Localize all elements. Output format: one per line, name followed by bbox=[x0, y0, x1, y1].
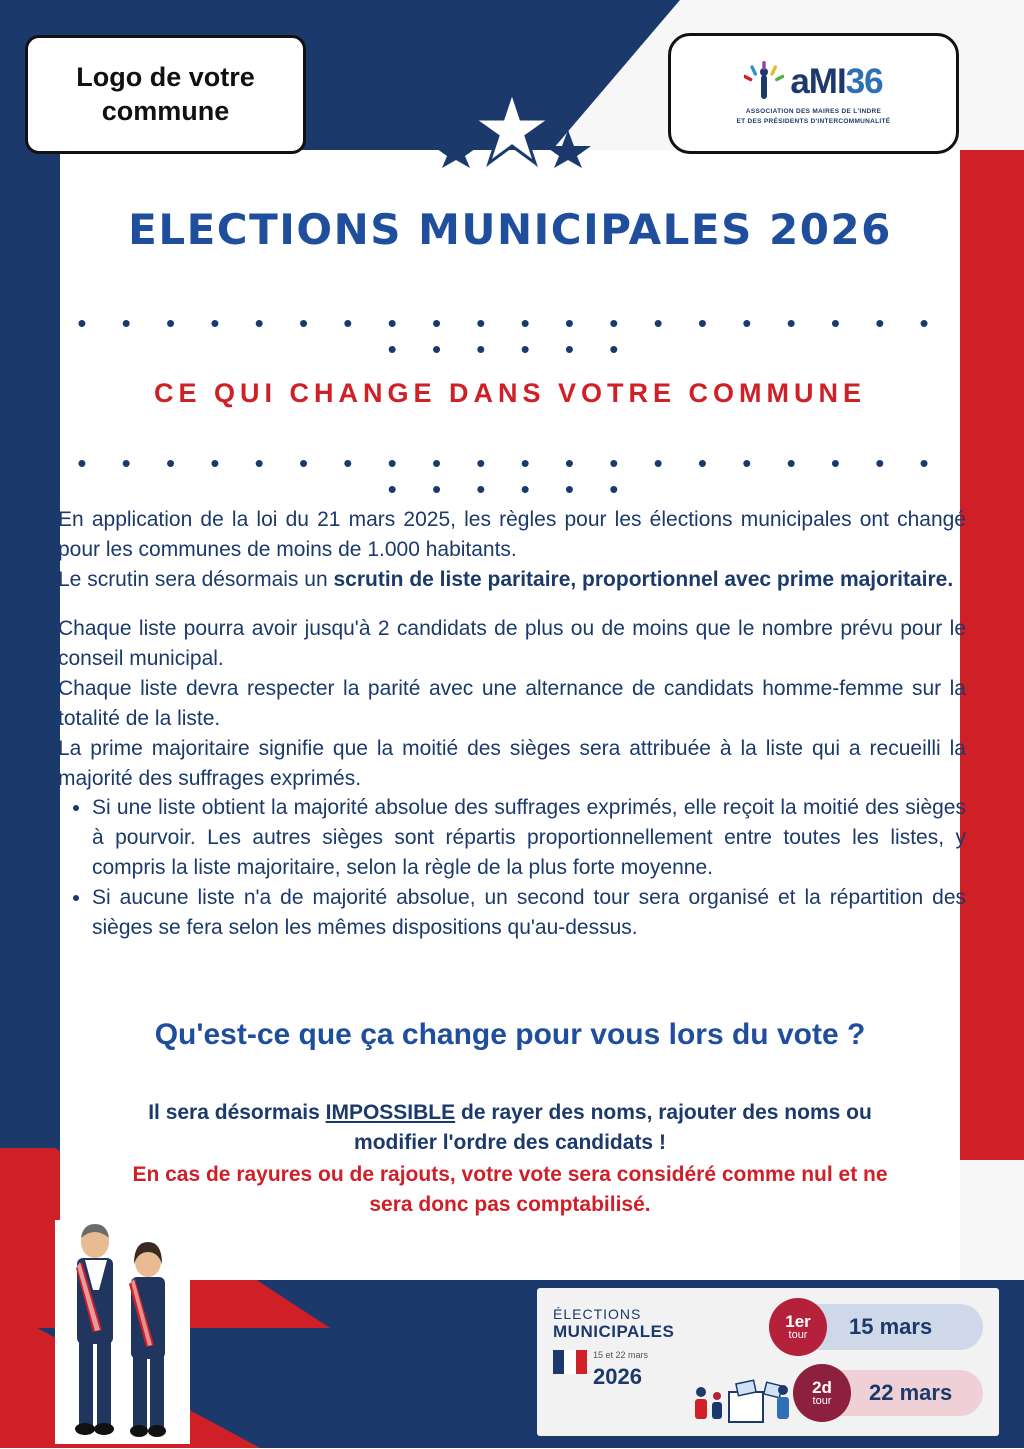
banner-eyebrow: ÉLECTIONS bbox=[553, 1306, 642, 1322]
tour-1-pill bbox=[775, 1304, 983, 1350]
paragraph-prime: La prime majoritaire signifie que la moitié des sièges sera attribuée à la liste qui a recueilli la majorité des suffrages exprimés. bbox=[58, 736, 966, 790]
commune-logo-label: Logo de votre commune bbox=[76, 61, 255, 126]
tour-2-date: 22 mars bbox=[869, 1380, 953, 1405]
ami-text-suffix: 36 bbox=[845, 61, 883, 101]
commune-logo-placeholder bbox=[25, 35, 306, 154]
list-item: • Si une liste obtient la majorité absolue des suffrages exprimés, elle reçoit la moitié des sièges à pourvoir. Les autres sièges sont répartis proportionnellement entre toutes les listes, y compris la liste majoritaire, selon la règle de la plus forte moyenne. bbox=[92, 793, 966, 882]
election-dates-banner bbox=[537, 1288, 999, 1436]
rules-list bbox=[58, 793, 966, 942]
body-content bbox=[58, 505, 966, 942]
ami-text-main: aMI bbox=[790, 61, 846, 101]
list-item: • Si aucune liste n'a de majorité absolue, un second tour sera organisé et la répartition des sièges se fera selon les mêmes dispositions qu'au-dessus. bbox=[92, 883, 966, 943]
stars-decoration bbox=[432, 88, 592, 168]
warning-pre: Il sera désormais bbox=[148, 1101, 326, 1124]
paragraph-parity: Chaque liste devra respecter la parité avec une alternance de candidats homme-femme sur la totalité de la liste. bbox=[58, 677, 966, 730]
tour-2-badge bbox=[793, 1364, 851, 1422]
tour-1-badge bbox=[769, 1298, 827, 1356]
elected-officials-illustration bbox=[55, 1220, 190, 1444]
ami-burst-icon bbox=[744, 61, 784, 103]
banner-dates-small: 15 et 22 mars bbox=[593, 1350, 649, 1360]
ami-subtitle: ASSOCIATION DES MAIRES DE L'INDRE ET DES PRÉSIDENTS D'INTERCOMMUNALITÉ bbox=[736, 107, 891, 125]
spacer bbox=[58, 594, 966, 614]
question-heading: Qu'est-ce que ça change pour vous lors du vote ? bbox=[154, 1018, 866, 1051]
paragraph-candidates: Chaque liste pourra avoir jusqu'à 2 candidats de plus ou de moins que le nombre prévu pour le conseil municipal. bbox=[58, 617, 966, 671]
dots-divider-top: • • • • • • • • • • • • • • • • • • • • • • • • • • bbox=[77, 308, 943, 364]
tour-2-word: tour bbox=[812, 1395, 832, 1407]
ami-wordmark bbox=[790, 62, 882, 102]
scrutin-bold: scrutin de liste paritaire, proportionnel avec prime majoritaire. bbox=[333, 567, 954, 591]
ami-logo-row bbox=[744, 61, 882, 103]
warning-post: de rayer des noms, rajouter des noms ou modifier l'ordre des candidats ! bbox=[354, 1101, 872, 1155]
banner-year: 2026 bbox=[593, 1364, 642, 1389]
scrutin-pre: Le scrutin sera désormais un bbox=[58, 567, 334, 591]
tour-2-number: 2d bbox=[812, 1378, 832, 1397]
page-subtitle: CE QUI CHANGE DANS VOTRE COMMUNE bbox=[153, 378, 867, 408]
two-officials-icon bbox=[55, 1220, 190, 1444]
three-stars-icon bbox=[432, 88, 592, 168]
banner-title: MUNICIPALES bbox=[553, 1322, 675, 1341]
dots-divider-bottom: • • • • • • • • • • • • • • • • • • • • • • • • • • bbox=[77, 448, 943, 504]
tour-1-date: 15 mars bbox=[849, 1314, 933, 1339]
paragraph-scrutin bbox=[58, 565, 966, 595]
tour-1-word: tour bbox=[788, 1329, 808, 1341]
polling-station-icon bbox=[687, 1370, 807, 1430]
warning-underline: IMPOSSIBLE bbox=[325, 1101, 456, 1124]
page-title: ELECTIONS MUNICIPALES 2026 bbox=[128, 205, 892, 254]
french-flag-icon bbox=[553, 1350, 587, 1374]
banner-left-block bbox=[553, 1306, 733, 1342]
ami36-logo bbox=[668, 33, 959, 154]
paragraph-law: En application de la loi du 21 mars 2025, les règles pour les élections municipales ont changé pour les communes de moins de 1.000 habitants. bbox=[58, 508, 966, 561]
warning-red-text: En cas de rayures ou de rajouts, votre vote sera considéré comme nul et ne sera donc pas comptabilisé. bbox=[132, 1163, 888, 1217]
warning-text bbox=[110, 1098, 910, 1159]
tour-2-pill bbox=[799, 1370, 983, 1416]
tour-1-number: 1er bbox=[785, 1312, 811, 1331]
navy-left-stripe bbox=[0, 150, 60, 1280]
